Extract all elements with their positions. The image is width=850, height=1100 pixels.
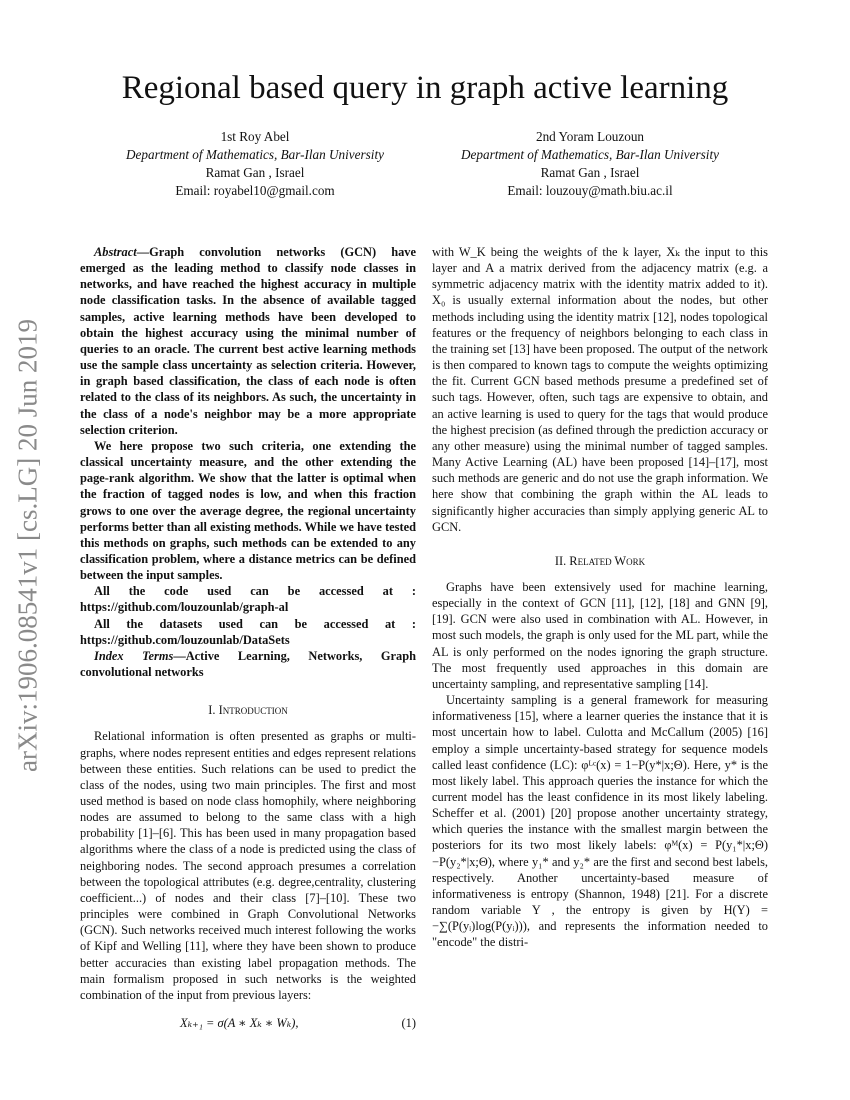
index-terms: —Active Learning, Networks, Graph convolutional networks	[80, 648, 416, 680]
abstract	[80, 244, 416, 680]
section-heading-introduction: I. Introduction	[208, 703, 288, 718]
author-affiliation: Department of Mathematics, Bar-Ilan University	[126, 147, 384, 162]
author-email: Email: louzouy@math.biu.ac.il	[507, 183, 673, 198]
author-city: Ramat Gan , Israel	[205, 165, 305, 180]
abstract-paragraph: We here propose two such criteria, one extending the classical uncertainty measure, and the other extending the page-rank algorithm. We show that the latter is optimal when the fraction of tagged nodes is low, and when this fraction grows to one over the average degree, the regional uncertainty performs better than all existing methods. While we have tested this methods on graphs, such methods can be extended to any classification problem, where a distance metrics can be defined between the input samples.	[80, 438, 416, 583]
index-terms-label: Index Terms	[94, 648, 174, 663]
body-paragraph: Relational information is often presented as graphs or multi-graphs, where nodes represent entities and edges represent relations between these entities. Such relations can be used to predict the class of the nodes, using two main principles. The first and most used method is based on node class homophily, where neighboring nodes are assumed to belong to the same class with a high probability [1]–[6]. This has been used in many propagation based algorithms where the class of a node is predicted using the class of neighboring nodes. The second approach presumes a correlation between the topological attributes (e.g. degree,centrality, clustering coefficient...) of nodes and their class [7]–[10]. These two principles were combined in Graph Convolutional Networks (GCN). Such networks received much interest following the works of Kipf and Welling [11], where they have been shown to produce better accuracies than existing label propagation methods. The main formalism proposed in such networks is the weighted combination of the input from previous layers:	[80, 729, 416, 1002]
equation: Xₖ₊₁ = σ(A ∗ Xₖ ∗ Wₖ),	[180, 1016, 299, 1031]
author-block-2	[425, 128, 755, 200]
body-paragraph: with W_K being the weights of the k layer, Xₖ the input to this layer and A a matrix derived from the adjacency matrix (e.g. a symmetric adjacency matrix with the identity matrix added to it). X₀ is usually external information about the nodes, but other methods including using the identity matrix [12], nodes topological features or the frequency of neighbors belonging to each class in the training set [13] have been proposed. The output of the network is then compared to known tags to compute the weights optimizing the fit. Current GCN based methods presume a predefined set of such tags. However, often, such tags are expensive to obtain, and an active learning is used to query for the tags that would produce the highest precision (as defined through the prediction accuracy or any other measure) using the minimal number of tagged samples. Many Active Learning (AL) have been proposed [14]–[17], most such methods are generic and do not use the graph information. We here show that combining the graph within the AL leads to significantly higher accuracies than simply applying generic AL to GCN.	[432, 245, 768, 534]
body-paragraph: Uncertainty sampling is a general framework for measuring informativeness [15], where a learner queries the instance that it is most uncertain how to label. Culotta and McCallum (2005) [16] employ a simple uncertainty-based strategy for sequence models called least confidence (LC): φᴸᶜ(x) = 1−P(y*|x;Θ). Here, y* is the most likely label. This approach queries the instance for which the current model has the least confidence in its most likely labeling. Scheffer et al. (2001) [20] propose another uncertainty strategy, which queries the instance with the smallest margin between the posteriors for its two most likely labels: φᴹ(x) = P(y₁*|x;Θ)−P(y₂*|x;Θ), where y₁* and y₂* are the first and second best labels, respectively. Another uncertainty-based measure of informativeness is entropy (Shannon, 1948) [21]. For a discrete random variable Y , the entropy is given by H(Y) = −∑(P(yᵢ)log(P(yᵢ))), and represents the information needed to "encode" the distri-	[432, 693, 768, 950]
section-heading-related-work: II. Related Work	[554, 553, 646, 568]
equation-1	[80, 1015, 416, 1031]
author-name: 1st Roy Abel	[220, 129, 290, 144]
author-affiliation: Department of Mathematics, Bar-Ilan University	[461, 147, 719, 162]
right-column	[432, 244, 768, 951]
equation-number: (1)	[401, 1016, 416, 1031]
arxiv-stamp: arXiv:1906.08541v1 [cs.LG] 20 Jun 2019	[12, 319, 43, 772]
body-paragraph: Graphs have been extensively used for machine learning, especially in the context of GCN [11], [12], [18] and GNN [9], [19]. GCN were also used in combination with AL. However, in most such models, the graph is only used for the ML part, while the AL is only performed on the nodes ignoring the graph structure. The most frequently used approaches in this domain are uncertainty sampling, and representative sampling [14].	[432, 579, 768, 691]
author-block-1	[90, 128, 420, 200]
author-name: 2nd Yoram Louzoun	[535, 129, 645, 144]
paper-title: Regional based query in graph active learning	[121, 70, 729, 106]
datasets-link[interactable]: All the datasets used can be accessed at : https://github.com/louzounlab/DataSets	[80, 616, 416, 647]
abstract-label: Abstract	[94, 245, 137, 259]
abstract-paragraph: —Graph convolution networks (GCN) have emerged as the leading method to classify node classes in networks, and have reached the highest accuracy in multiple node classification tasks. In the absence of available tagged samples, active learning methods have been developed to obtain the highest accuracy using the minimal number of queries to an oracle. The current best active learning methods use the sample class uncertainty as selection criteria. However, in graph based classification, the class of each node is often related to the class of its neighbors. As such, the uncertainty in the class of a node's neighbor may be a more appropriate selection criterion.	[80, 245, 416, 437]
code-link[interactable]: All the code used can be accessed at : https://github.com/louzounlab/graph-al	[80, 584, 416, 615]
author-email: Email: royabel10@gmail.com	[175, 183, 335, 198]
left-column	[80, 244, 416, 1031]
author-city: Ramat Gan , Israel	[540, 165, 640, 180]
